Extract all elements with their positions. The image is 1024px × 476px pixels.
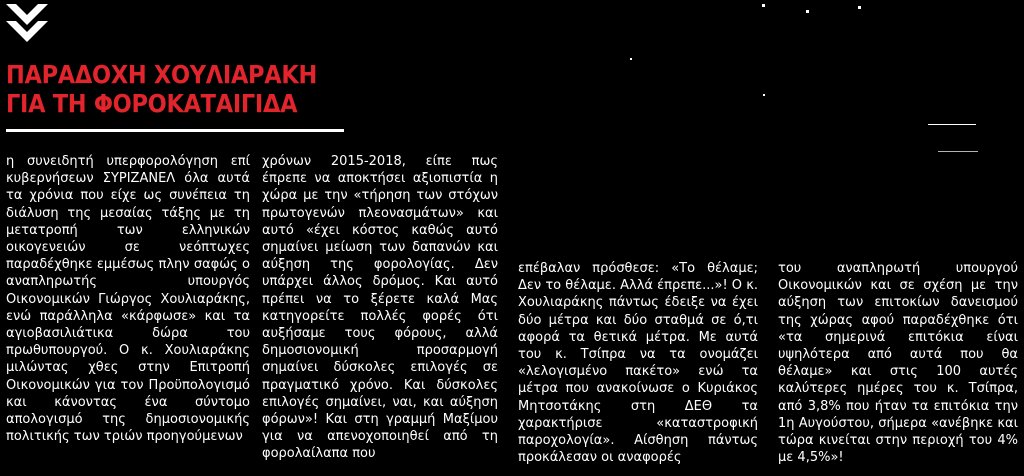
- headline-line-2: ΓΙΑ ΤΗ ΦΟΡΟΚΑΤΑΙΓΙΔΑ: [6, 89, 298, 118]
- article-column-3: [518, 260, 758, 466]
- scan-speck: [938, 151, 978, 152]
- column-4-text: του αναπληρωτή υπουργού Οικονομικών και σε σχέση με την αύξηση των επιτοκίων δανεισμού της χώρας αφού παραδέχθηκε ότι «τα σημερινά επιτόκια είναι υψηλότερα από αυτά που θα θέλαμε» και στις 100 αυτές καλύτερες ημέρες του κ. Τσίπρα, από 3,8% που ήταν τα επιτόκια την 1η Αυγούστου, σήμερα «ανέβηκε και τώρα κινείται στην περιοχή του 4% με 4,5%»!: [778, 261, 1018, 466]
- article-column-4: [778, 260, 1018, 466]
- article-headline: [6, 60, 317, 118]
- article-column-1: [6, 153, 250, 445]
- scan-speck: [858, 6, 861, 9]
- column-1-text: η συνειδητή υπερφορολόγηση επί κυβερνήσεων ΣΥΡΙΖΑΝΕΛ όλα αυτά τα χρόνια που είχε ως συνέπεια τη διάλυση της μεσαίας τάξης με τη μετατροπή των ελληνικών οικογενειών σε νεόπτωχες παραδέχθηκε εμμέσως πλην σαφώς ο αναπληρωτής υπουργός Οικονομικών Γιώργος Χουλιαράκης, ενώ παράλληλα «κάρφωσε» και τα αγιοβασιλιάτικα δώρα του πρωθυπουργού. Ο κ. Χουλιαράκης μιλώντας χθες στην Επιτροπή Οικονομικών για τον Προϋπολογισμό και κάνοντας ένα σύντομο απολογισμό της δημοσιονομικής πολιτικής των τριών προηγούμενων: [6, 154, 250, 445]
- headline-divider: [6, 129, 344, 132]
- scan-speck: [763, 94, 765, 96]
- column-3-text: επέβαλαν πρόσθεσε: «Το θέλαμε; Δεν το θέλαμε. Αλλά έπρεπε...»! Ο κ. Χουλιαράκης πάντως έδειξε να έχει δύο μέτρα και δύο σταθμά σε ό,τι αφορά τα θετικά μέτρα. Με αυτά του κ. Τσίπρα να τα ονομάζει «λελογισμένο πακέτο» ενώ τα μέτρα που ανακοίνωσε ο Κυριάκος Μητσοτάκης στη ΔΕΘ τα χαρακτήρισε «καταστροφική παροχολογία». Αίσθηση πάντως προκάλεσαν οι αναφορές: [518, 261, 758, 466]
- headline-line-1: ΠΑΡΑΔΟΧΗ ΧΟΥΛΙΑΡΑΚΗ: [6, 60, 317, 89]
- double-chevron-down-icon: [6, 4, 48, 48]
- column-2-text: χρόνων 2015-2018, είπε πως έπρεπε να αποκτήσει αξιοπιστία η χώρα με την «τήρηση των στόχων πρωτογενών πλεονασμάτων» και αυτό «έχει κόστος καθώς αυτό σημαίνει μείωση των δαπανών και αύξηση της φορολογίας. Δεν υπάρχει άλλος δρόμος. Και αυτό πρέπει να το ξέρετε καλά Μας κατηγορείτε πολλές φορές ότι αυξήσαμε τους φόρους, αλλά δημοσιονομική προσαρμογή σημαίνει δύσκολες επιλογές σε πραγματικό χρόνο. Και δύσκολες επιλογές σημαίνει, ναι, και αύξηση φόρων»! Και στη γραμμή Μαξίμου για να απενοχοποιηθεί από τη φορολαίλαπα που: [262, 154, 498, 462]
- scan-speck: [630, 58, 632, 60]
- scan-speck: [762, 4, 765, 7]
- scan-speck: [928, 124, 976, 125]
- article-column-2: [262, 153, 498, 463]
- scan-speck: [806, 10, 809, 13]
